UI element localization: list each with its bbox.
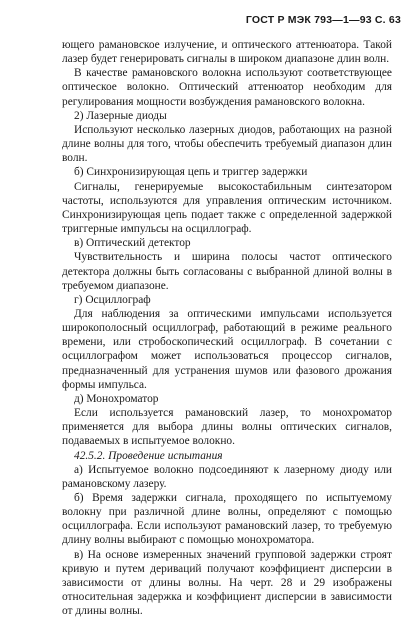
paragraph: Если используется рамановский лазер, то монохроматор применяется для выбора длины волны оптических сигналов, подаваемых в испытуемое волокно. <box>62 407 392 448</box>
paragraph: г) Осциллограф <box>74 293 151 306</box>
paragraph: ющего рамановское излучение, и оптического аттенюатора. Такой лазер будет генерировать сигналы в широком диапазоне длин волн. <box>62 39 392 66</box>
paragraph: 2) Лазерные диоды <box>74 109 167 122</box>
paragraph: Используют несколько лазерных диодов, работающих на разной длине волны для того, чтобы обеспечить требуемый диапазон длин волн. <box>62 123 392 165</box>
paragraph: 42.5.2. Проведение испытания <box>74 449 223 462</box>
paragraph: б) Время задержки сигнала, проходящего по испытуемому волокну при различной длине волны, определяют с помощью осциллографа. Если используют рамановский лазер, то требуемую длину волны выбирают с помощью монохроматора. <box>62 492 392 547</box>
paragraph: б) Синхронизирующая цепь и триггер задержки <box>74 166 308 179</box>
paragraph: Чувствительность и ширина полосы частот оптического детектора должны быть согласованы с выбранной длиной волны в требуемом диапазоне. <box>62 251 392 292</box>
paragraph: а) Испытуемое волокно подсоединяют к лазерному диоду или рамановскому лазеру. <box>62 463 392 490</box>
paragraph: В качестве рамановского волокна используют соответствующее оптическое волокно. Оптический аттенюатор необходим для регулирования мощности возбуждения рамановского волокна. <box>62 67 392 108</box>
paragraph: Сигналы, генерируемые высокостабильным синтезатором частоты, используются для управления оптическим источником. Синхронизирующая цепь подает также с определенной задержкой триггерные импульсы на осциллограф. <box>62 180 392 236</box>
paragraph: в) На основе измеренных значений групповой задержки строят кривую и путем дериваций получают коэффициент дисперсии в зависимости от длины волны. На черт. 28 и 29 изображены относительная задержка и коэффициент дисперсии в зависимости от длины волны. <box>62 548 392 618</box>
paragraph: в) Оптический детектор <box>74 237 191 250</box>
document-body <box>62 38 392 618</box>
paragraph: д) Монохроматор <box>74 392 159 405</box>
paragraph: Для наблюдения за оптическими импульсами используется широкополосный осциллограф, работающий в режиме реального времени, или стробоскопический осциллограф. В сочетании с осциллографом может использоваться процессор сигналов, предназначенный для устранения шумов или фазового дрожания формы импульса. <box>62 307 392 391</box>
page-header: ГОСТ Р МЭК 793—1—93 С. 63 <box>245 14 401 26</box>
